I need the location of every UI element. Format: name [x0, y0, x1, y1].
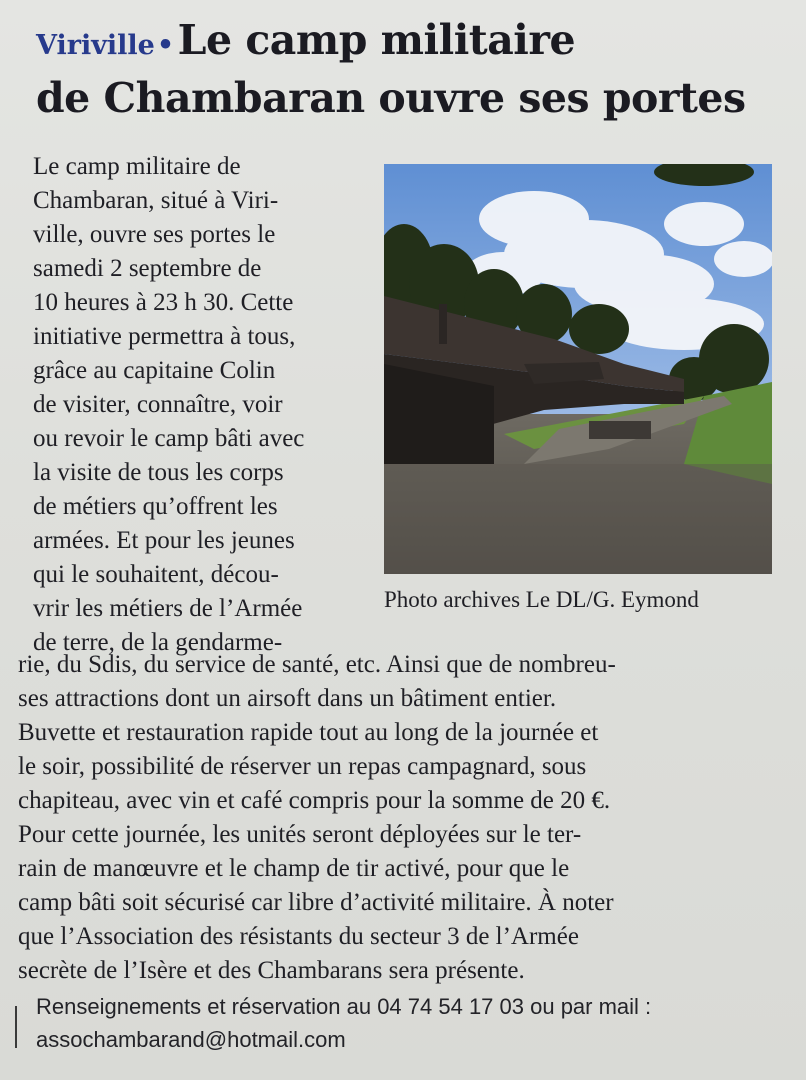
body-line: de terre, de la gendarme- — [33, 629, 283, 656]
body-line: 10 heures à 23 h 30. Cette — [33, 289, 294, 316]
contact-email: assochambarand@hotmail.com — [36, 1027, 346, 1052]
body-line: rain de manœuvre et le champ de tir activé, pour que le — [18, 855, 570, 882]
body-full-column — [18, 648, 798, 988]
body-line: Le camp militaire de — [33, 153, 241, 180]
camp-photo — [384, 164, 772, 574]
body-line: Buvette et restauration rapide tout au long de la journée et — [18, 719, 599, 746]
body-line: Pour cette journée, les unités seront déployées sur le ter- — [18, 821, 582, 848]
body-line: chapiteau, avec vin et café compris pour la somme de 20 €. — [18, 787, 611, 814]
headline-line-1: Le camp militaire — [177, 16, 576, 64]
body-line: samedi 2 septembre de — [33, 255, 262, 282]
kicker-separator: • — [156, 30, 174, 61]
body-line: camp bâti soit sécurisé car libre d’activité militaire. À noter — [18, 889, 614, 916]
body-line: rie, du Sdis, du service de santé, etc. Ainsi que de nombreu- — [18, 651, 616, 678]
contact-line: Renseignements et réservation au 04 74 54 17 03 ou par mail : — [36, 994, 652, 1019]
body-line: de métiers qu’offrent les — [33, 493, 278, 520]
body-line: ses attractions dont un airsoft dans un bâtiment entier. — [18, 685, 557, 712]
article-headline — [36, 14, 796, 124]
body-line: Chambaran, situé à Viri- — [33, 187, 279, 214]
body-line: la visite de tous les corps — [33, 459, 284, 486]
body-line: secrète de l’Isère et des Chambarans sera présente. — [18, 957, 525, 984]
body-line: armées. Et pour les jeunes — [33, 527, 295, 554]
body-line: que l’Association des résistants du secteur 3 de l’Armée — [18, 923, 579, 950]
body-line: ville, ouvre ses portes le — [33, 221, 276, 248]
body-line: initiative permettra à tous, — [33, 323, 296, 350]
ground-texture — [384, 464, 772, 574]
body-line: qui le souhaitent, décou- — [33, 561, 279, 588]
camp-photo-illustration — [384, 164, 772, 574]
body-line: le soir, possibilité de réserver un repas campagnard, sous — [18, 753, 587, 780]
headline-line-2: de Chambaran ouvre ses portes — [36, 74, 746, 122]
body-left-column — [33, 150, 378, 660]
body-line: ou revoir le camp bâti avec — [33, 425, 305, 452]
concrete-block — [589, 421, 651, 439]
footer-rule — [15, 1006, 17, 1048]
body-line: de visiter, connaître, voir — [33, 391, 283, 418]
photo-caption: Photo archives Le DL/G. Eymond — [384, 587, 699, 612]
location-kicker: Viriville — [36, 30, 155, 61]
article-footer — [36, 990, 796, 1056]
body-line: grâce au capitaine Colin — [33, 357, 276, 384]
body-line: vrir les métiers de l’Armée — [33, 595, 303, 622]
